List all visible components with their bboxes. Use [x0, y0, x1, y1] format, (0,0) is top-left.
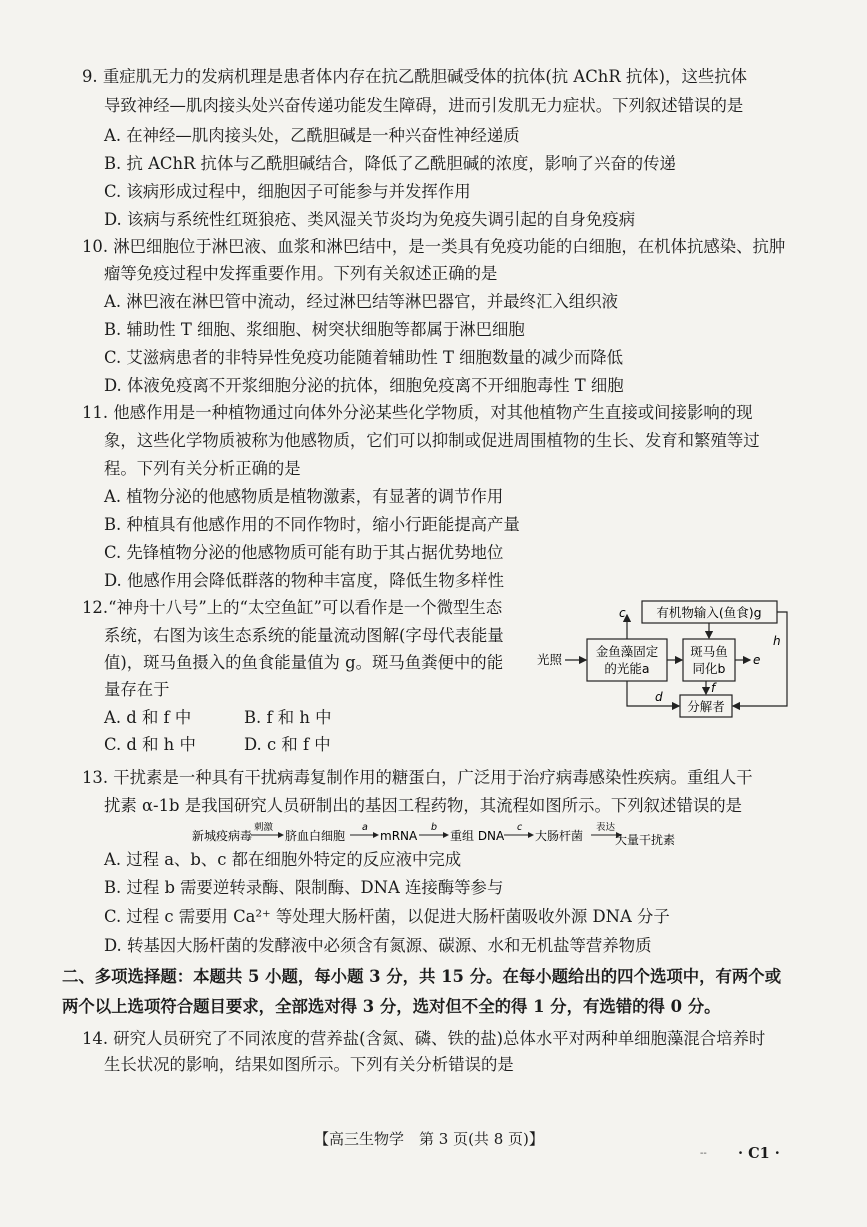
algae-label-2: 的光能a [604, 661, 650, 676]
fish-label-2: 同化b [692, 661, 726, 676]
input-box-label: 有机物输入(鱼食)g [656, 605, 762, 620]
q12-option-d: D. c 和 f 中 [244, 735, 331, 754]
q11-stem-line1: 11. 他感作用是一种植物通过向体外分泌某些化学物质，对其他植物产生直接或间接影响的现 [82, 403, 753, 422]
q13-stem-line1: 13. 干扰素是一种具有干扰病毒复制作用的糖蛋白，广泛用于治疗病毒感染性疾病。重组人干 [82, 768, 753, 787]
algae-label-1: 金鱼藻固定 [595, 644, 659, 659]
q11-option-c: C. 先锋植物分泌的他感物质可能有助于其占据优势地位 [104, 543, 504, 562]
q10-option-a: A. 淋巴液在淋巴管中流动，经过淋巴结等淋巴器官，并最终汇入组织液 [104, 292, 618, 311]
q9-option-d: D. 该病与系统性红斑狼疮、类风湿关节炎均为免疫失调引起的自身免疫病 [104, 210, 636, 229]
q13-stem-line2: 扰素 α-1b 是我国研究人员研制出的基因工程药物，其流程如图所示。下列叙述错误的是 [104, 796, 743, 815]
fish-label-1: 斑马鱼 [690, 644, 728, 659]
q11-stem-line2: 象，这些化学物质被称为他感物质，它们可以抑制或促进周围植物的生长、发育和繁殖等过 [104, 431, 760, 450]
q12-stem-line4: 量存在于 [104, 680, 170, 699]
flow-step-mrna: mRNA [380, 829, 418, 843]
label-h: h [773, 634, 781, 648]
q12-option-a: A. d 和 f 中 [104, 708, 192, 727]
label-f: f [711, 681, 716, 695]
flow-label-c: c [517, 822, 523, 833]
energy-flow-diagram [535, 595, 795, 725]
q12-option-c: C. d 和 h 中 [104, 735, 196, 754]
q9-stem-line1: 9. 重症肌无力的发病机理是患者体内存在抗乙酰胆碱受体的抗体(抗 AChR 抗体)，这些抗体 [82, 67, 748, 86]
q11-option-d: D. 他感作用会降低群落的物种丰富度，降低生物多样性 [104, 571, 504, 590]
q13-option-a: A. 过程 a、b、c 都在细胞外特定的反应液中完成 [104, 850, 462, 869]
q11-option-b: B. 种植具有他感作用的不同作物时，缩小行距能提高产量 [104, 515, 520, 534]
q14-stem-line2: 生长状况的影响，结果如图所示。下列有关分析错误的是 [104, 1055, 514, 1074]
q14-stem-line1: 14. 研究人员研究了不同浓度的营养盐(含氮、磷、铁的盐)总体水平对两种单细胞藻混合培养时 [82, 1029, 766, 1048]
q12-stem-line2: 系统，右图为该生态系统的能量流动图解(字母代表能量 [104, 626, 504, 645]
flow-label-express: 表达 [596, 822, 616, 833]
q12-stem-line1: 12.“神舟十八号”上的“太空鱼缸”可以看作是一个微型生态 [82, 598, 503, 617]
q10-option-b: B. 辅助性 T 细胞、浆细胞、树突状细胞等都属于淋巴细胞 [104, 320, 525, 339]
flow-step-recombinant-dna: 重组 DNA [450, 829, 505, 843]
q9-option-a: A. 在神经—肌肉接头处，乙酰胆碱是一种兴奋性神经递质 [104, 126, 520, 145]
flow-label-b: b [431, 822, 438, 833]
q10-stem-line2: 瘤等免疫过程中发挥重要作用。下列有关叙述正确的是 [104, 264, 498, 283]
label-d: d [655, 690, 663, 704]
flow-step-ecoli: 大肠杆菌 [535, 829, 584, 843]
q10-stem-line1: 10. 淋巴细胞位于淋巴液、血浆和淋巴结中，是一类具有免疫功能的白细胞，在机体抗感染、抗肿 [82, 237, 786, 256]
q11-option-a: A. 植物分泌的他感物质是植物激素，有显著的调节作用 [104, 487, 504, 506]
label-e: e [753, 653, 761, 667]
q12-option-b: B. f 和 h 中 [244, 708, 332, 727]
flow-step-leukocyte: 脐血白细胞 [285, 829, 346, 843]
light-label: 光照 [537, 652, 563, 667]
q13-option-b: B. 过程 b 需要逆转录酶、限制酶、DNA 连接酶等参与 [104, 878, 504, 897]
section2-header-line1: 二、多项选择题：本题共 5 小题，每小题 3 分，共 15 分。在每小题给出的四个选项中，有两个或 [62, 967, 782, 986]
q13-option-c: C. 过程 c 需要用 Ca²⁺ 等处理大肠杆菌，以促进大肠杆菌吸收外源 DNA 分子 [104, 907, 670, 926]
page-footer: 【高三生物学 第 3 页(共 8 页)】 [314, 1130, 544, 1148]
q10-option-d: D. 体液免疫离不开浆细胞分泌的抗体，细胞免疫离不开细胞毒性 T 细胞 [104, 376, 624, 395]
section2-header-line2: 两个以上选项符合题目要求，全部选对得 3 分，选对但不全的得 1 分，有选错的得 0 分。 [62, 997, 721, 1016]
q13-option-d: D. 转基因大肠杆菌的发酵液中必须含有氮源、碳源、水和无机盐等营养物质 [104, 936, 652, 955]
label-c: c [619, 606, 626, 620]
footer-decoration: -- [700, 1148, 707, 1159]
q11-stem-line3: 程。下列有关分析正确的是 [104, 459, 301, 478]
flow-label-a: a [362, 822, 368, 833]
q9-stem-line2: 导致神经—肌肉接头处兴奋传递功能发生障碍，进而引发肌无力症状。下列叙述错误的是 [104, 96, 744, 115]
interferon-flow-diagram [190, 822, 690, 852]
decomposer-label: 分解者 [687, 699, 725, 714]
flow-step-interferon: 大量干扰素 [615, 833, 676, 847]
q9-option-c: C. 该病形成过程中，细胞因子可能参与并发挥作用 [104, 182, 471, 201]
flow-step-virus: 新城疫病毒 [192, 829, 253, 843]
flow-label-stimulate: 刺激 [254, 822, 274, 833]
paper-code: · C1 · [738, 1145, 780, 1162]
q12-stem-line3: 值)，斑马鱼摄入的鱼食能量值为 g。斑马鱼粪便中的能 [104, 653, 504, 672]
q9-option-b: B. 抗 AChR 抗体与乙酰胆碱结合，降低了乙酰胆碱的浓度，影响了兴奋的传递 [104, 154, 676, 173]
q10-option-c: C. 艾滋病患者的非特异性免疫功能随着辅助性 T 细胞数量的减少而降低 [104, 348, 624, 367]
